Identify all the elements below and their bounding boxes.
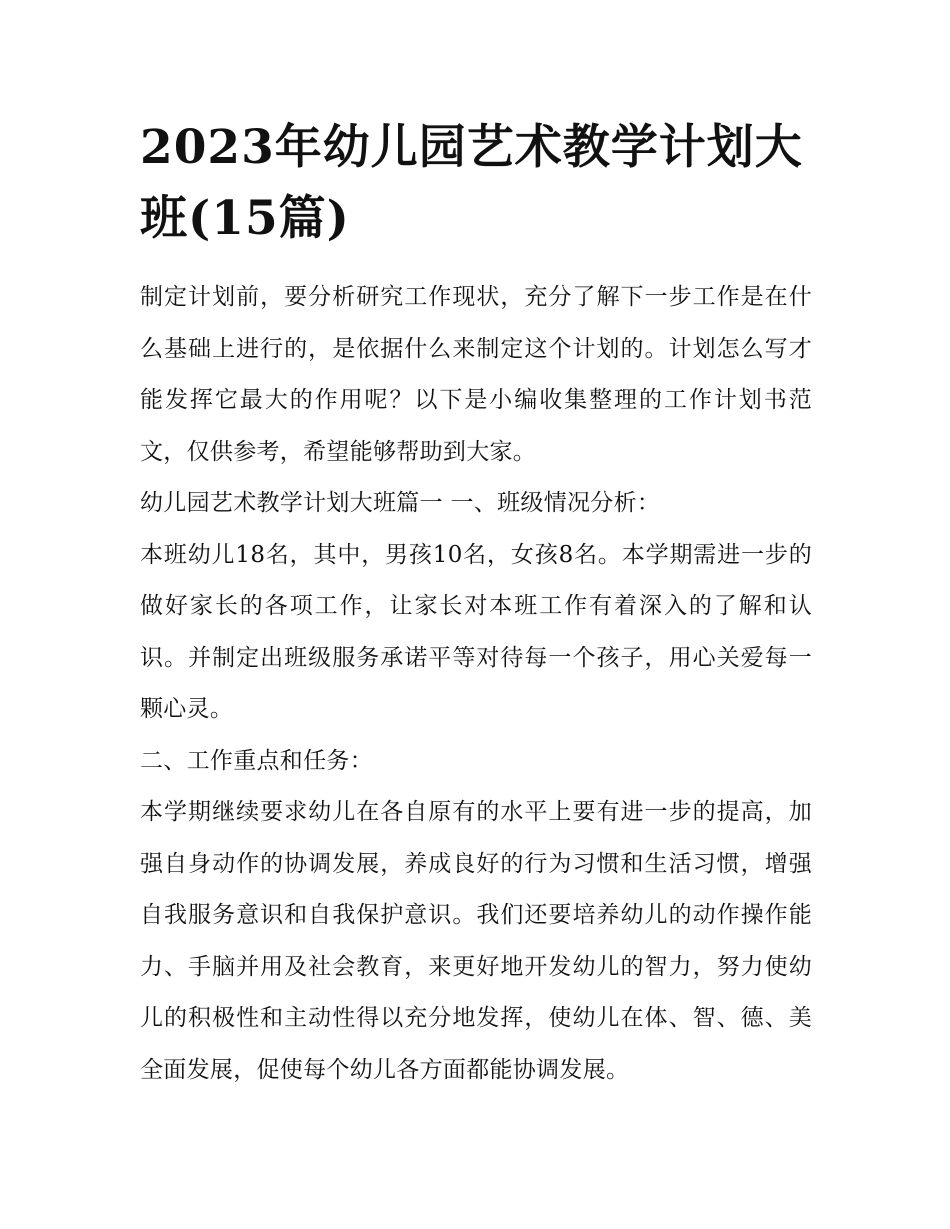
section-heading-class-analysis: 幼儿园艺术教学计划大班篇一 一、班级情况分析： xyxy=(140,490,661,516)
intro-paragraph: 制定计划前，要分析研究工作现状，充分了解下一步工作是在什么基础上进行的，是依据什么来制定这个计划的。计划怎么写才能发挥它最大的作用呢？以下是小编收集整理的工作计划书范文，仅供参考，希望能够帮助到大家。 xyxy=(140,284,812,465)
document-page xyxy=(140,112,812,1096)
class-analysis-paragraph: 本班幼儿18名，其中，男孩10名，女孩8名。本学期需进一步的做好家长的各项工作，让家长对本班工作有着深入的了解和认识。并制定出班级服务承诺平等对待每一个孩子，用心关爱每一颗心灵。 xyxy=(140,541,812,722)
document-title: 2023年幼儿园艺术教学计划大班(15篇) xyxy=(140,120,803,246)
section-heading-work-focus: 二、工作重点和任务： xyxy=(140,747,373,774)
work-focus-paragraph: 本学期继续要求幼儿在各自原有的水平上要有进一步的提高，加强自身动作的协调发展，养成良好的行为习惯和生活习惯，增强自我服务意识和自我保护意识。我们还要培养幼儿的动作操作能力、手脑并用及社会教育，来更好地开发幼儿的智力，努力使幼儿的积极性和主动性得以充分地发挥，使幼儿在体、智、德、美全面发展，促使每个幼儿各方面都能协调发展。 xyxy=(140,799,812,1083)
